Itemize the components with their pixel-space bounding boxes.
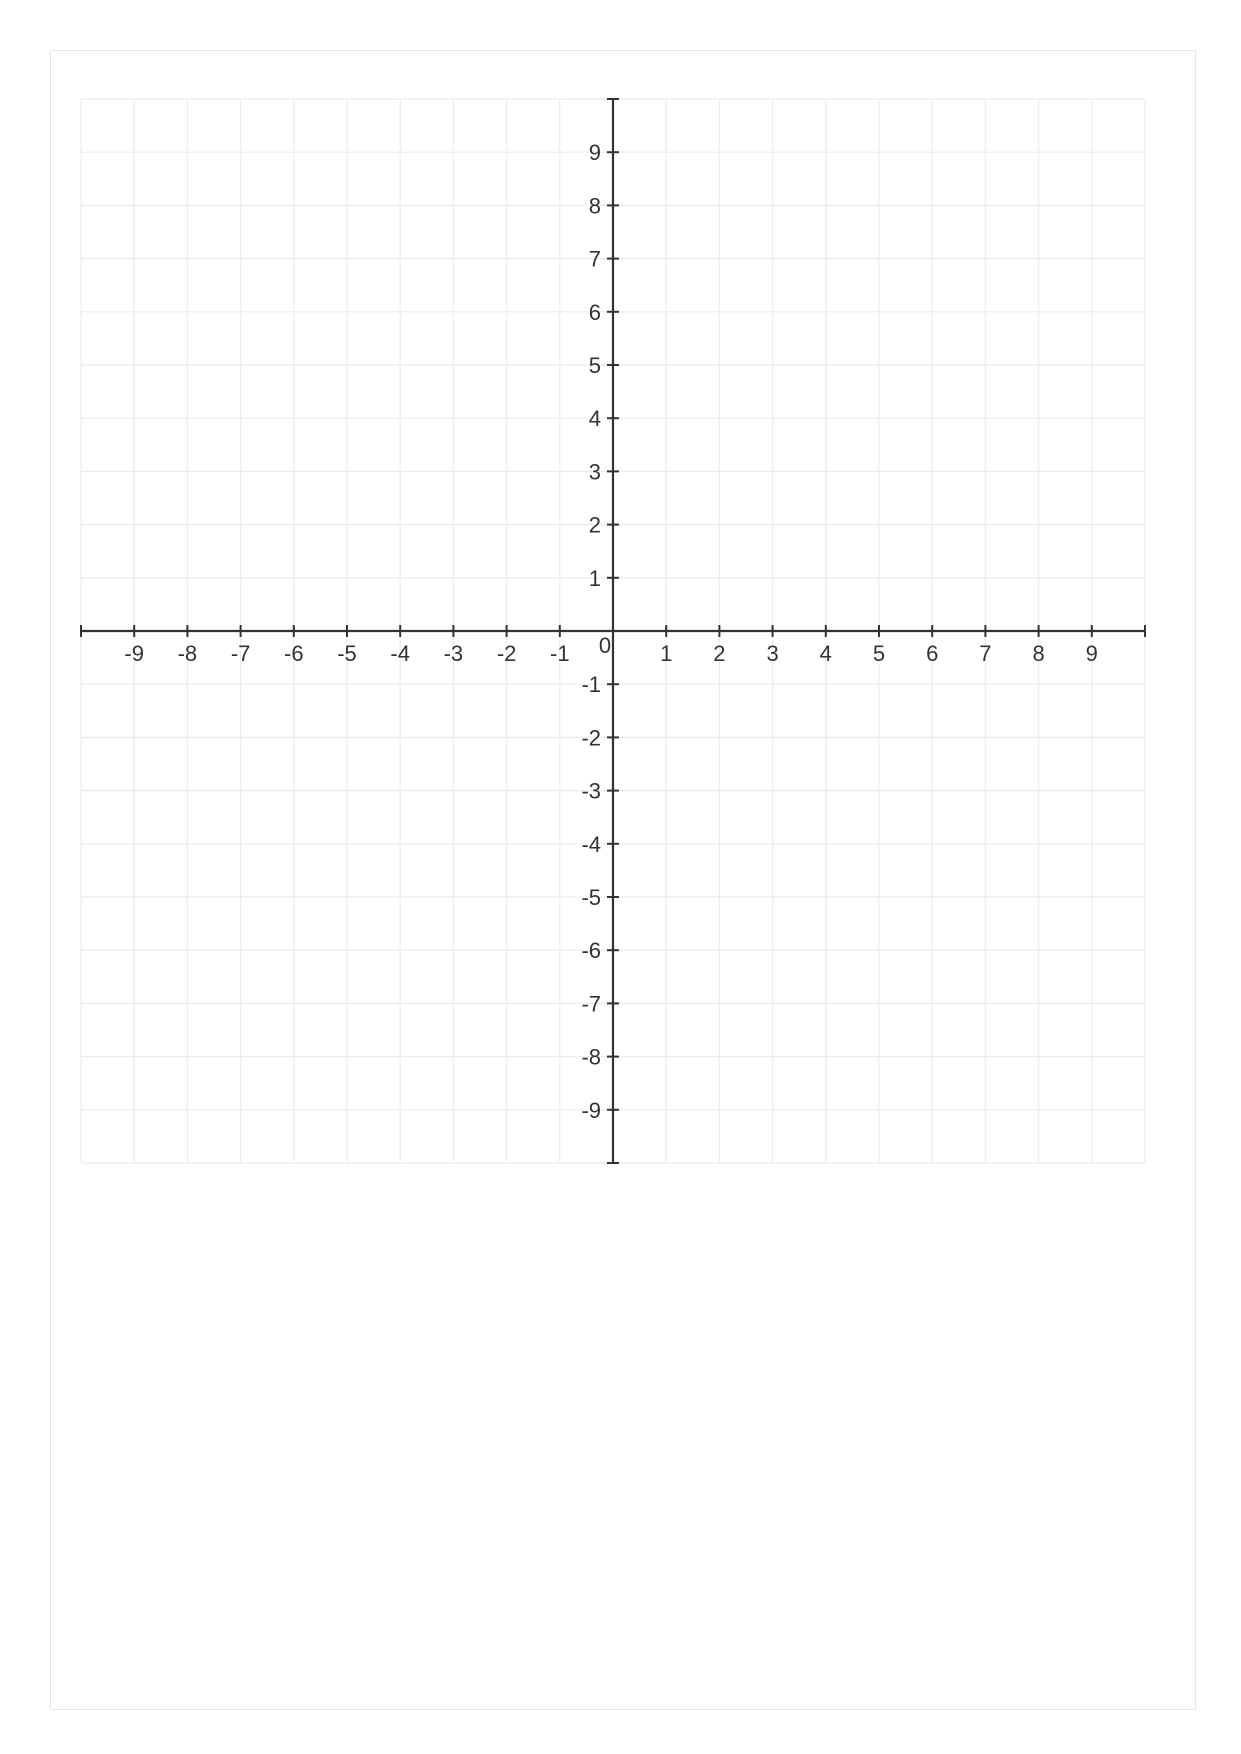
x-tick-label: 7 bbox=[979, 641, 992, 666]
x-tick-label: 5 bbox=[872, 641, 886, 666]
y-tick-label: -6 bbox=[581, 938, 601, 964]
x-tick-label: -6 bbox=[284, 641, 304, 666]
y-tick-label: -4 bbox=[581, 831, 601, 857]
y-tick-label: -1 bbox=[581, 672, 601, 698]
x-tick-label: -1 bbox=[550, 641, 570, 666]
y-tick-label: -3 bbox=[581, 778, 601, 804]
y-tick-label: -8 bbox=[581, 1044, 601, 1070]
graph-paper-sheet bbox=[50, 50, 1196, 1710]
y-tick-label: -5 bbox=[581, 885, 601, 910]
y-tick-label: 8 bbox=[588, 193, 601, 219]
y-tick-label: -2 bbox=[581, 725, 601, 751]
y-tick-label: 5 bbox=[588, 353, 601, 378]
y-tick-label: 6 bbox=[588, 299, 601, 325]
y-tick-label: 7 bbox=[588, 246, 601, 272]
coordinate-plane bbox=[51, 51, 1197, 1711]
x-tick-label: -3 bbox=[443, 641, 464, 666]
x-tick-label: -2 bbox=[496, 641, 517, 666]
x-tick-label: -4 bbox=[390, 641, 410, 666]
x-tick-label: 6 bbox=[926, 641, 939, 666]
y-tick-label: -7 bbox=[581, 991, 601, 1017]
x-tick-label: 1 bbox=[660, 641, 673, 666]
y-tick-label: 3 bbox=[588, 459, 601, 485]
y-tick-label: 1 bbox=[588, 565, 601, 591]
x-tick-label: 9 bbox=[1085, 641, 1098, 666]
x-tick-label: -5 bbox=[337, 641, 357, 666]
x-tick-label: 3 bbox=[766, 641, 779, 666]
x-tick-label: -7 bbox=[230, 641, 251, 666]
y-tick-label: 4 bbox=[588, 406, 601, 432]
x-tick-label: -9 bbox=[124, 641, 144, 666]
x-tick-label: 8 bbox=[1032, 641, 1045, 666]
x-tick-label: 4 bbox=[819, 641, 832, 666]
x-tick-label: -8 bbox=[177, 641, 198, 666]
x-tick-label: 2 bbox=[713, 641, 726, 666]
origin-label: 0 bbox=[598, 633, 612, 658]
y-tick-label: -9 bbox=[581, 1097, 601, 1123]
y-tick-label: 9 bbox=[588, 140, 601, 166]
y-tick-label: 2 bbox=[588, 512, 601, 538]
